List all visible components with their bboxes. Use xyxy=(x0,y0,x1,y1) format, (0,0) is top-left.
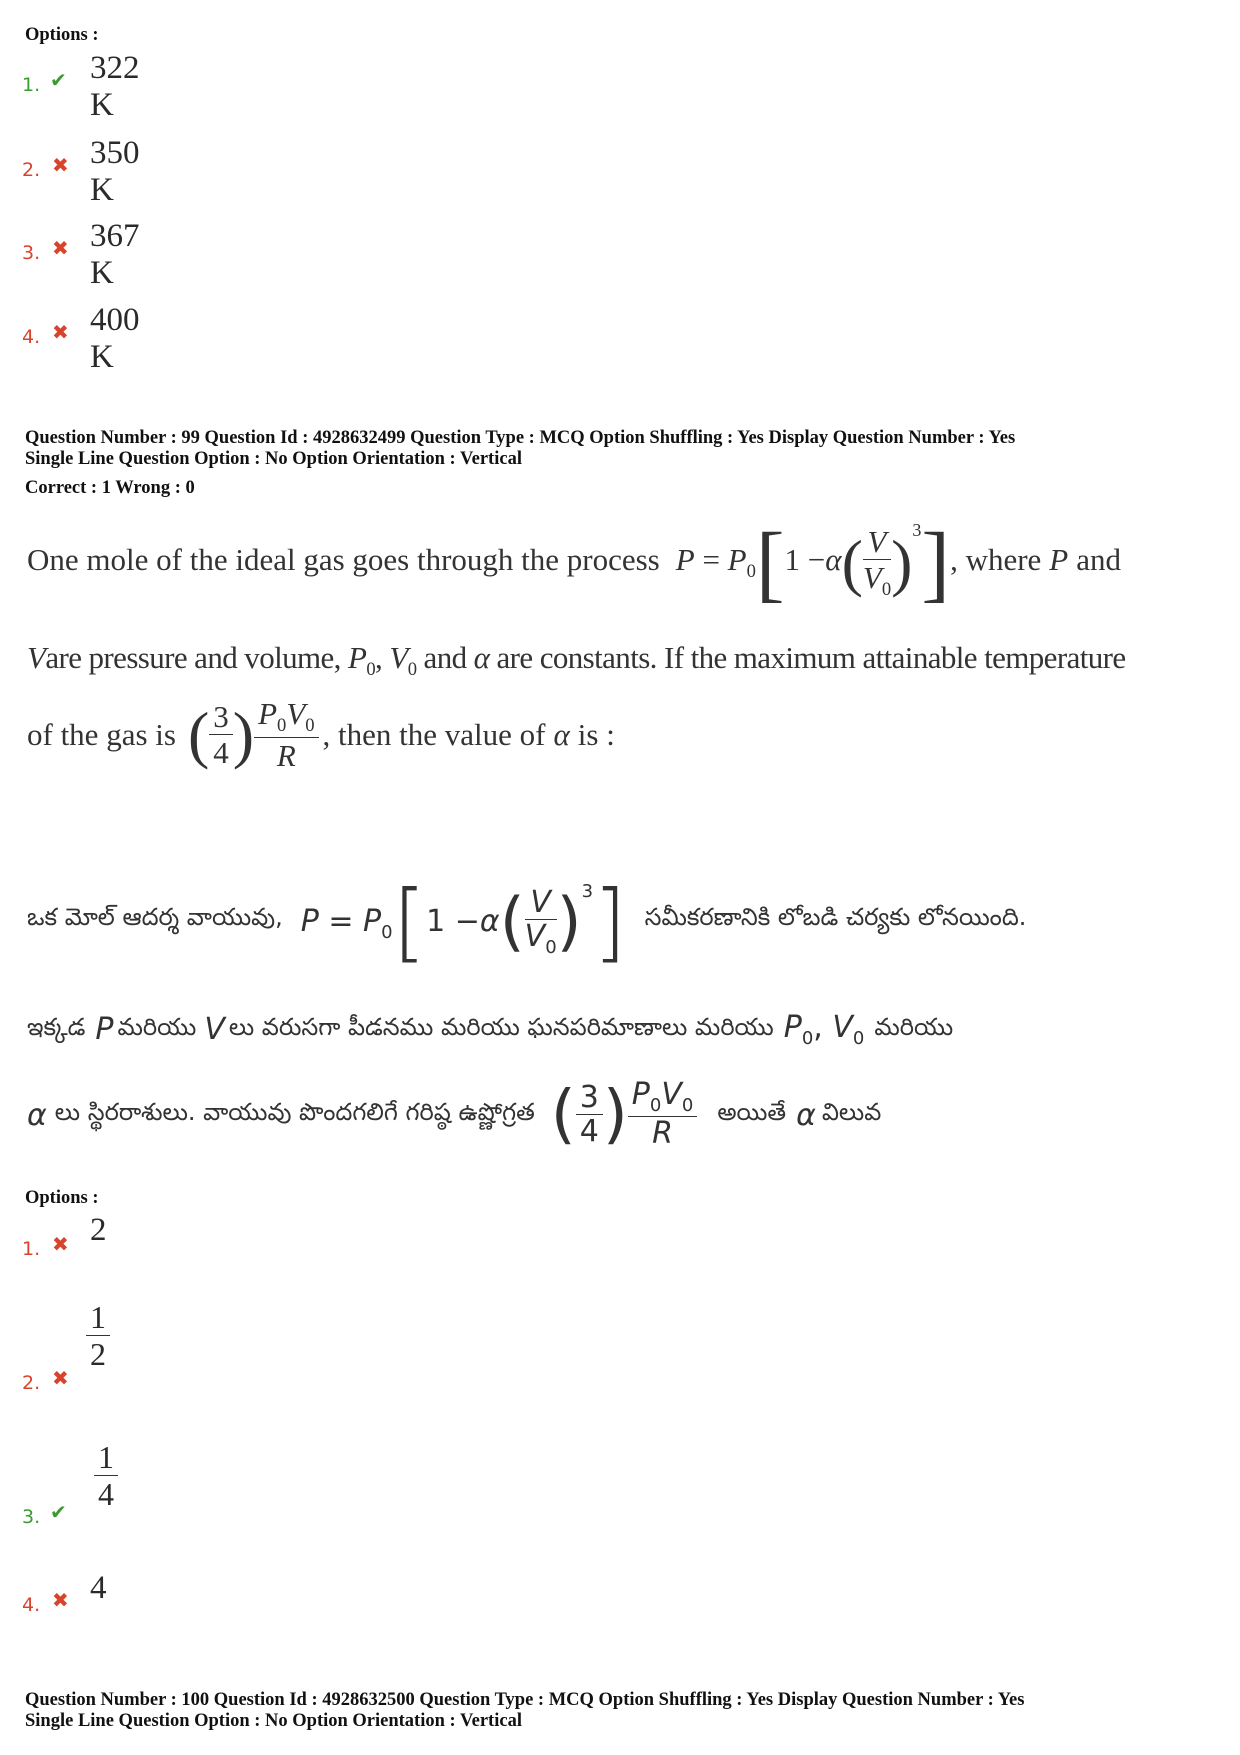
option-number: 3. xyxy=(22,242,41,264)
option-value: 4 xyxy=(90,1570,107,1606)
option-value: 367 K xyxy=(90,218,140,291)
telugu-line-1: ఒక మోల్ ఆదర్శ వాయువు, $P = P_0[1 -\alpha$( $\frac{V}{V_0}$ )$^3$] సమీకరణానికి లోబడి చర్యకు లోనయింది. xyxy=(27,871,1027,972)
option-number: 4. xyxy=(22,1594,41,1616)
equation: $P = P_0[1 -\alpha$( $\frac{V}{V_0}$ )$^3$] xyxy=(300,871,627,972)
question-line-1: One mole of the ideal gas goes through the process $P = P_0[1 -\alpha$( $\frac{V}{V_0}$ )$^3$] , where P and xyxy=(27,514,1121,611)
option-number: 3. xyxy=(22,1506,41,1528)
question-line-2: Vare pressure and volume, $P_0$, $V_0$ and α are constants. If the maximum attainable temperature xyxy=(27,640,1126,681)
cross-icon: ✖ xyxy=(52,236,69,260)
question-meta: Question Number : 100 Question Id : 4928632500 Question Type : MCQ Option Shuffling : Yes Display Question Number : Yes xyxy=(25,1690,1025,1710)
option-value: 322 K xyxy=(90,50,140,123)
options-label: Options : xyxy=(25,1188,99,1208)
question-meta: Question Number : 99 Question Id : 4928632499 Question Type : MCQ Option Shuffling : Yes Display Question Number : Yes xyxy=(25,428,1016,448)
option-row xyxy=(22,1440,222,1550)
question-text: One mole of the ideal gas goes through the process xyxy=(27,542,660,577)
option-row xyxy=(22,1212,222,1262)
option-row xyxy=(22,1300,222,1410)
option-fraction: $\frac{1}{2}$ xyxy=(86,1300,110,1373)
question-meta-2: Single Line Question Option : No Option Orientation : Vertical xyxy=(25,449,522,469)
option-fraction: $\frac{1}{4}$ xyxy=(94,1440,118,1513)
check-icon: ✔ xyxy=(50,1500,67,1524)
option-number: 2. xyxy=(22,1372,41,1394)
option-value: 350 K xyxy=(90,135,140,208)
question-line-3: of the gas is ( $\frac{3}{4}$ ) $\frac{P_0V_0}{R}$ , then the value of α is : xyxy=(27,695,615,773)
cross-icon: ✖ xyxy=(52,1588,69,1612)
telugu-line-2: ఇక్కడ P మరియు V లు వరుసగా పీడనము మరియు ఘనపరిమాణాలు మరియు $P_0$, $V_0$ మరియు xyxy=(27,1010,954,1049)
option-number: 4. xyxy=(22,326,41,348)
option-number: 1. xyxy=(22,1238,41,1260)
question-meta-2: Single Line Question Option : No Option Orientation : Vertical xyxy=(25,1711,522,1731)
cross-icon: ✖ xyxy=(52,320,69,344)
option-row xyxy=(22,1570,222,1620)
options-label: Options : xyxy=(25,25,99,45)
equation: $P = P_0[1 -\alpha$( $\frac{V}{V_0}$ )$^3$] xyxy=(675,514,951,611)
option-value: 400 K xyxy=(90,302,140,375)
telugu-line-3: α లు స్థిరరాశులు. వాయువు పొందగలిగే గరిష్ఠ ఉష్ణోగ్రత ( $\frac{3}{4}$ ) $\frac{P_0V_0}{R}$ అయితే α విలువ xyxy=(27,1077,882,1152)
cross-icon: ✖ xyxy=(52,153,69,177)
marks-info: Correct : 1 Wrong : 0 xyxy=(25,478,195,498)
option-number: 2. xyxy=(22,159,41,181)
option-value: 2 xyxy=(90,1212,107,1248)
option-number: 1. xyxy=(22,74,41,96)
cross-icon: ✖ xyxy=(52,1232,69,1256)
check-icon: ✔ xyxy=(50,68,67,92)
cross-icon: ✖ xyxy=(52,1366,69,1390)
